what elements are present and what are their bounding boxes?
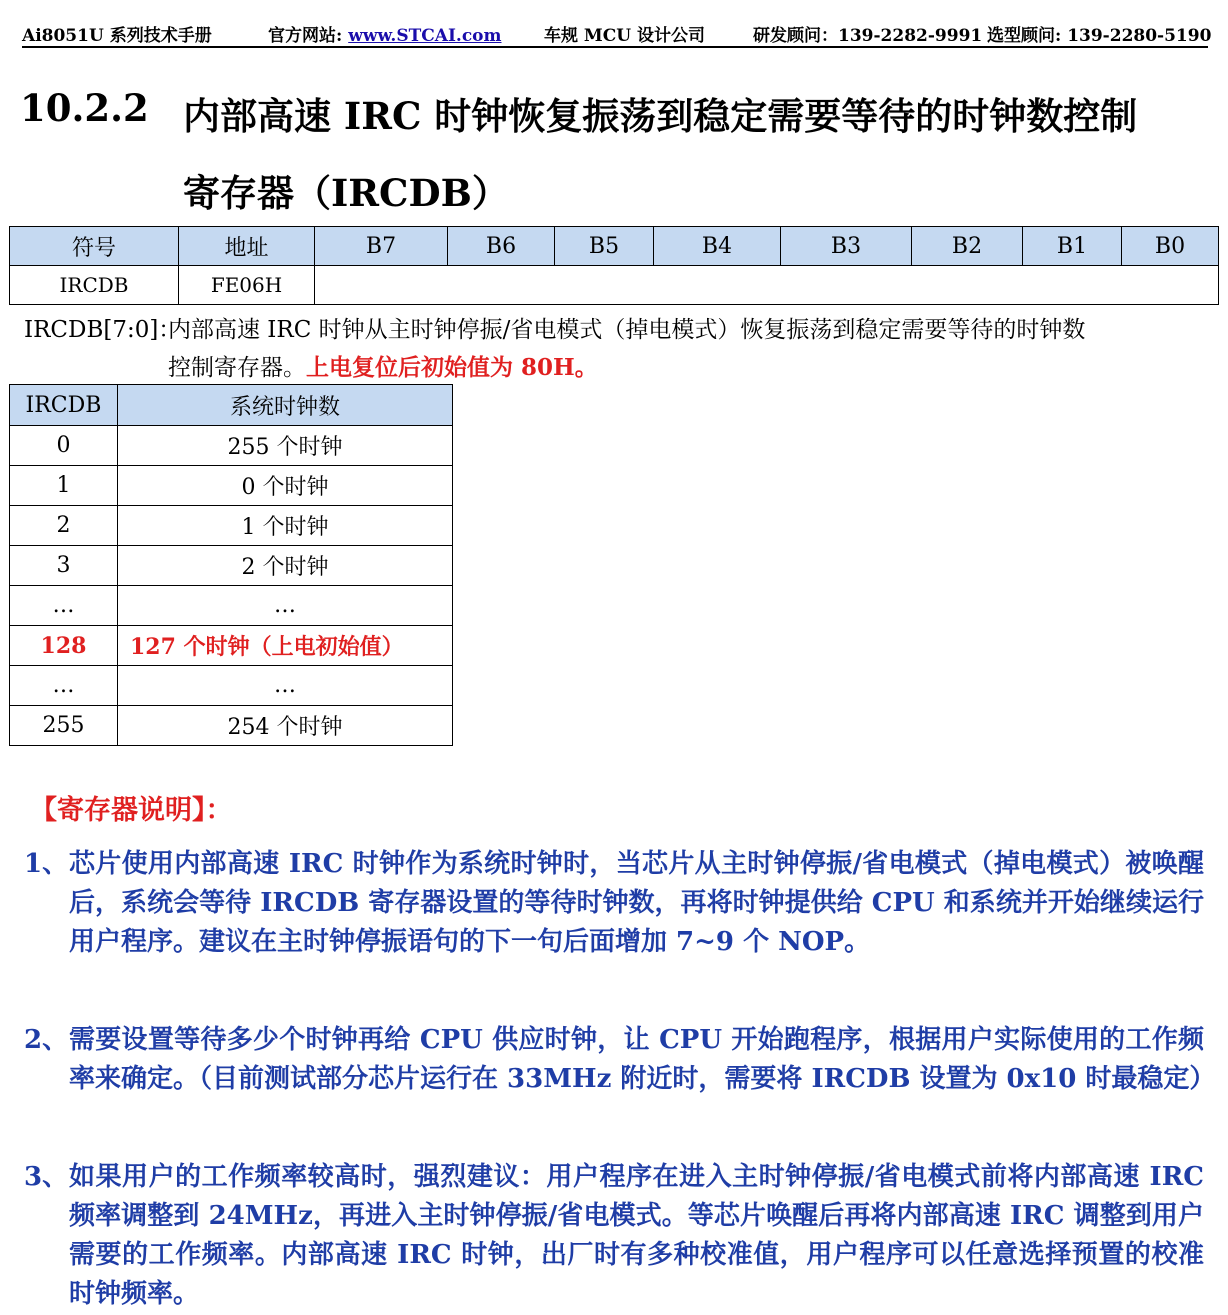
- col-clocks: 系统时钟数: [118, 385, 453, 426]
- note-number: 2、: [24, 1025, 69, 1055]
- note-text: 需要设置等待多少个时钟再给 CPU 供应时钟，让 CPU 开始跑程序，根据用户实际使用的工作频率来确定。（目前测试部分芯片运行在 33MHz 附近时，需要将 IRCDB 设置为 0x10 时最稳定）: [69, 1025, 1216, 1094]
- row-clocks: …: [118, 586, 453, 626]
- row-clocks: 127 个时钟（上电初始值）: [118, 626, 453, 666]
- col-b4: B4: [654, 227, 781, 266]
- col-ircdb: IRCDB: [10, 385, 118, 426]
- row-value: 128: [10, 626, 118, 666]
- col-b3: B3: [781, 227, 912, 266]
- register-symbol: IRCDB: [10, 266, 179, 305]
- note-item-1: [24, 845, 1204, 962]
- manual-title: Ai8051U 系列技术手册: [22, 26, 212, 46]
- table-row: [10, 426, 453, 466]
- col-b0: B0: [1122, 227, 1219, 266]
- desc-text-1: 内部高速 IRC 时钟从主时钟停振/省电模式（掉电模式）恢复振荡到稳定需要等待的时钟数: [168, 317, 1086, 343]
- row-clocks: 2 个时钟: [118, 546, 453, 586]
- col-b6: B6: [448, 227, 555, 266]
- col-symbol: 符号: [10, 227, 179, 266]
- row-value: …: [10, 586, 118, 626]
- row-value: …: [10, 666, 118, 706]
- section-title-cont: 寄存器（IRCDB）: [183, 171, 509, 215]
- page-header: [22, 20, 1212, 48]
- note-text: 芯片使用内部高速 IRC 时钟作为系统时钟时，当芯片从主时钟停振/省电模式（掉电模式）被唤醒后，系统会等待 IRCDB 寄存器设置的等待时钟数，再将时钟提供给 CPU 和系统并开始继续运行用户程序。建议在主时钟停振语句的下一句后面增加 7~9 个 NOP。: [69, 849, 1204, 957]
- rd-consultant: 研发顾问：139-2282-9991: [753, 26, 983, 46]
- table-row-default: [10, 626, 453, 666]
- row-value: 1: [10, 466, 118, 506]
- row-clocks: 254 个时钟: [118, 706, 453, 746]
- value-table: [9, 384, 453, 746]
- table-row: [10, 586, 453, 626]
- note-number: 3、: [24, 1162, 69, 1192]
- table-row: [10, 466, 453, 506]
- register-description: [24, 311, 1209, 387]
- sales-consultant: 选型顾问: 139-2280-5190: [987, 26, 1212, 46]
- col-b2: B2: [912, 227, 1023, 266]
- section-number: 10.2.2: [20, 86, 149, 130]
- col-address: 地址: [179, 227, 315, 266]
- site-label: 官方网站:: [268, 26, 349, 46]
- desc-reset-value: 上电复位后初始值为 80H。: [306, 354, 598, 381]
- row-clocks: 0 个时钟: [118, 466, 453, 506]
- company-slogan: 车规 MCU 设计公司: [544, 26, 706, 46]
- note-item-3: [24, 1158, 1204, 1314]
- col-b5: B5: [555, 227, 654, 266]
- row-value: 0: [10, 426, 118, 466]
- row-clocks: …: [118, 666, 453, 706]
- register-address: FE06H: [179, 266, 315, 305]
- row-value: 3: [10, 546, 118, 586]
- table-row: [10, 546, 453, 586]
- value-header-row: [10, 385, 453, 426]
- desc-label: IRCDB[7:0]：: [24, 317, 182, 343]
- section-title: 内部高速 IRC 时钟恢复振荡到稳定需要等待的时钟数控制: [183, 94, 1138, 138]
- note-item-2: [24, 1021, 1216, 1099]
- note-text: 如果用户的工作频率较高时，强烈建议：用户程序在进入主时钟停振/省电模式前将内部高速 IRC 频率调整到 24MHz，再进入主时钟停振/省电模式。等芯片唤醒后再将内部高速 IRC 调整到用户需要的工作频率。内部高速 IRC 时钟，出厂时有多种校准值，用户程序可以任意选择预置的校准时钟频率。: [69, 1162, 1204, 1309]
- official-site: [268, 21, 502, 46]
- register-row: [10, 266, 1219, 305]
- register-header-row: [10, 227, 1219, 266]
- register-bits: [315, 266, 1219, 305]
- table-row: [10, 666, 453, 706]
- register-table: [9, 226, 1219, 305]
- notes-title: 【寄存器说明】：: [30, 795, 233, 826]
- col-b1: B1: [1023, 227, 1122, 266]
- row-clocks: 1 个时钟: [118, 506, 453, 546]
- table-row: [10, 506, 453, 546]
- table-row: [10, 706, 453, 746]
- row-value: 2: [10, 506, 118, 546]
- col-b7: B7: [315, 227, 448, 266]
- row-clocks: 255 个时钟: [118, 426, 453, 466]
- note-number: 1、: [24, 849, 69, 879]
- desc-text-2: 控制寄存器。: [168, 355, 306, 381]
- row-value: 255: [10, 706, 118, 746]
- site-link[interactable]: www.STCAI.com: [348, 26, 502, 46]
